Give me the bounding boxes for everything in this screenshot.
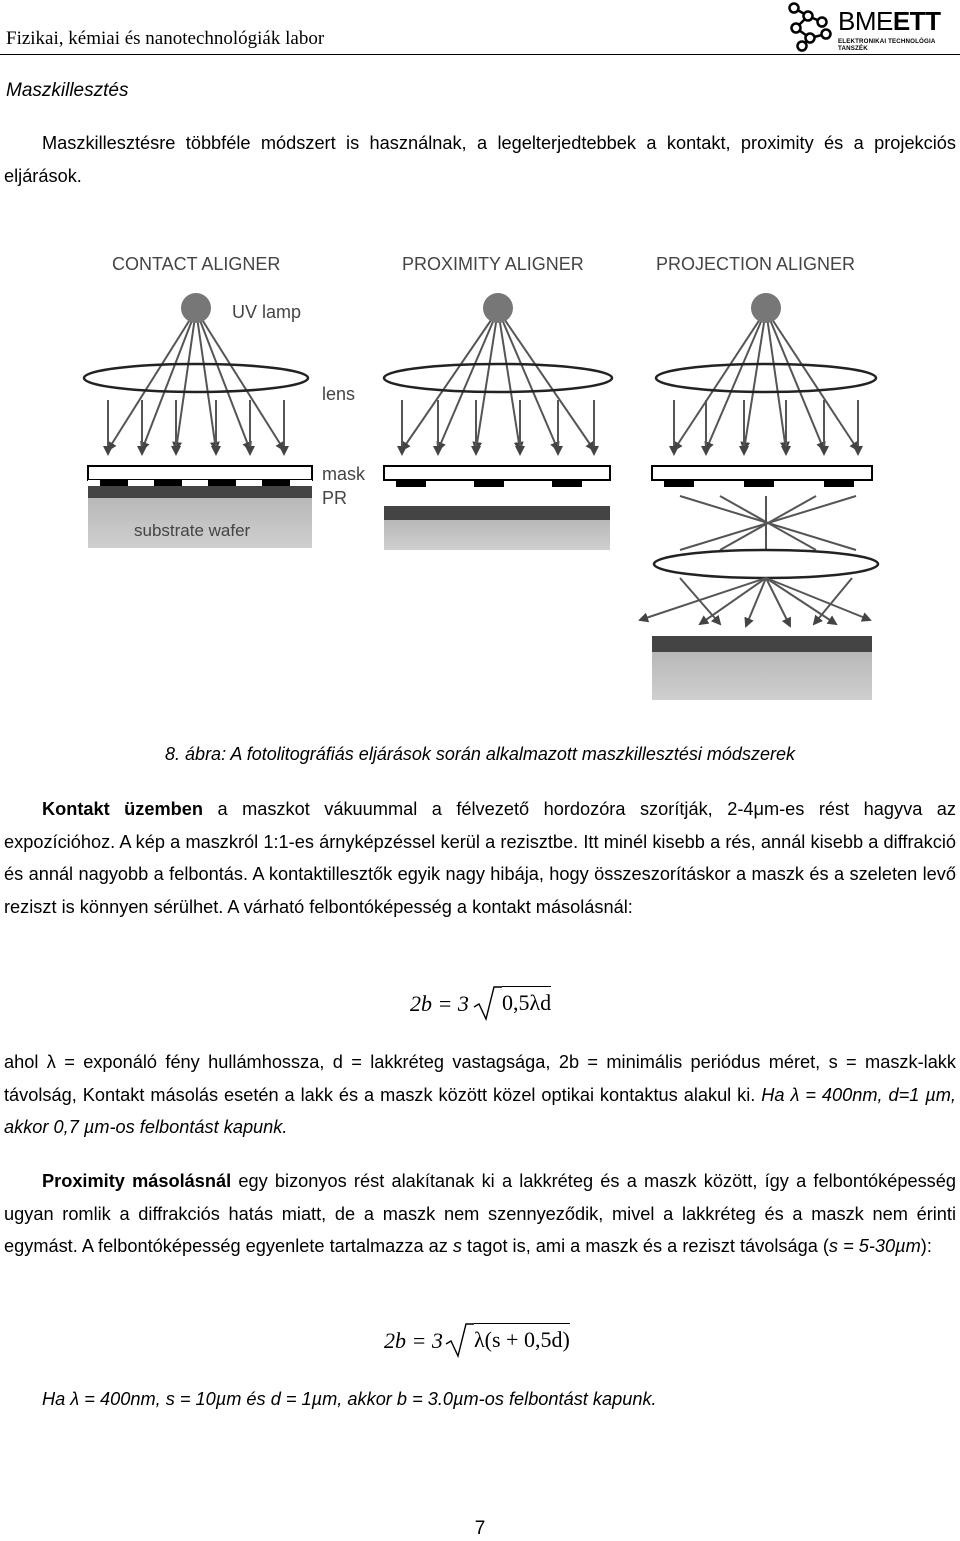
- definitions-example: Ha λ = 400nm, d=1 µm, akkor 0,7 µm-os felbontást kapunk.: [4, 1084, 956, 1137]
- formula-proximity-lhs: 2b = 3: [384, 1328, 443, 1353]
- formula-proximity-radicand: λ(s + 0,5d): [474, 1323, 570, 1353]
- figure-caption: 8. ábra: A fotolitográfiás eljárások során alkalmazott maszkillesztési módszerek: [165, 744, 795, 764]
- aligner-figure: [80, 240, 880, 710]
- definitions-paragraph: [4, 1046, 956, 1144]
- logo-subtitle: ELEKTRONIKAI TECHNOLÓGIA TANSZÉK: [838, 38, 936, 52]
- uv-lamp-label: UV lamp: [232, 302, 302, 322]
- contact-paragraph: [4, 793, 956, 923]
- proximity-aligner-drawing: [384, 293, 612, 550]
- contact-aligner-title: CONTACT ALIGNER: [112, 254, 281, 274]
- definitions-body: ahol λ = exponáló fény hullámhossza, d = lakkréteg vastagsága, 2b = minimális periódus méret, s = maszk-lakk távolság, Kontakt másolás esetén a lakk és a maszk között közel optikai kontaktus alakul ki.: [4, 1052, 956, 1105]
- proximity-lead: Proximity másolásnál: [42, 1171, 232, 1191]
- projection-aligner-drawing: [640, 293, 878, 700]
- lens-label: lens: [322, 384, 356, 404]
- contact-lead: Kontakt üzemben: [42, 799, 203, 819]
- substrate-wafer-label: substrate wafer: [134, 521, 251, 540]
- contact-aligner-drawing: [84, 293, 312, 548]
- projection-aligner-title: PROJECTION ALIGNER: [656, 254, 856, 274]
- proximity-paragraph: Proximity másolásnál egy bizonyos rést alakítanak ki a lakkréteg és a maszk között, így a felbontóképesség ugyan romlik a diffrakciós hatás miatt, de a maszk nem szennyeződik, mivel a lakkréteg és a maszk nem érinti egymást. A felbontóképesség egyenlete tartalmazza az s tagot is, ami a maszk és a reziszt távolsága (s = 5-30µm):: [4, 1171, 956, 1256]
- formula-contact-lhs: 2b = 3: [410, 991, 469, 1016]
- contact-body: a maszkot vákuummal a félvezető hordozóra szorítják, 2-4μm-es rést hagyva az expozícióhoz. A kép a maszkról 1:1-es árnyképzéssel kerül a rezisztbe. Itt minél kisebb a rés, annál kisebb a diffrakció és annál nagyobb a felbontás. A kontaktillesztők egyik nagy hibája, hogy összeszorításkor a maszk és a szeleten levő reziszt is könnyen sérülhet. A várható felbontóképesség a kontakt másolásnál:: [4, 799, 956, 917]
- section-title: Maszkillesztés: [6, 80, 129, 101]
- intro-paragraph: Maszkillesztésre többféle módszert is használnak, a legelterjedtebbek a kontakt, proximity és a projekciós eljárások.: [4, 133, 956, 186]
- sqrt-icon: [444, 1322, 476, 1358]
- header-rule: [0, 54, 960, 55]
- running-header-title: Fizikai, kémiai és nanotechnológiák labor: [6, 28, 325, 49]
- proximity-example: Ha λ = 400nm, s = 10µm és d = 1µm, akkor b = 3.0µm-os felbontást kapunk.: [42, 1389, 657, 1409]
- page-number: 7: [474, 1518, 486, 1539]
- mask-label: mask: [322, 464, 366, 484]
- sqrt-icon: [472, 985, 504, 1021]
- pr-label: PR: [322, 488, 348, 508]
- logo-wordmark: BMEETT: [838, 6, 941, 36]
- proximity-aligner-title: PROXIMITY ALIGNER: [402, 254, 584, 274]
- formula-contact-radicand: 0,5λd: [502, 986, 551, 1016]
